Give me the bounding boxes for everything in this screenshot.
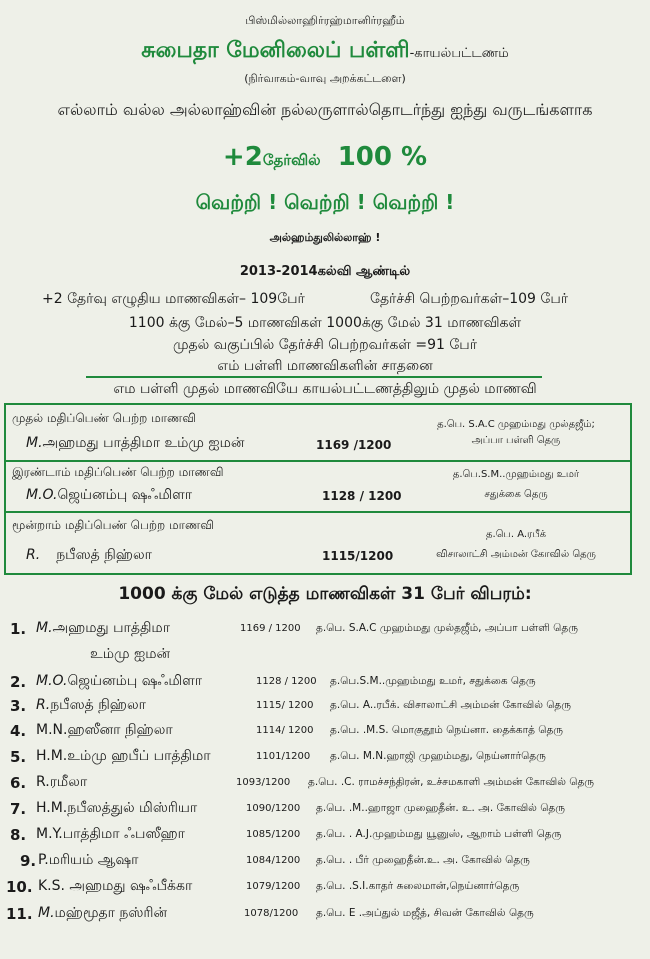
item-parent: த.பெ. .M..ஹாஜா முஹைதீன். உ. அ. கோவில் தெரு bbox=[316, 802, 565, 814]
topper-address: விசாலாட்சி அம்மன் கோவில் தெரு bbox=[436, 549, 596, 560]
item-name bbox=[36, 673, 202, 691]
list-item bbox=[0, 878, 650, 900]
tagline: எல்லாம் வல்ல அல்லாஹ்வின் நல்லருளால்தொடர்ந்து ஐந்து வருடங்களாக bbox=[57, 100, 593, 119]
list-item bbox=[0, 722, 650, 744]
toppers-divider bbox=[6, 511, 630, 513]
year-label: கல்வி ஆண்டில் bbox=[317, 264, 411, 279]
topper-name bbox=[26, 547, 152, 565]
topper-marks: 1169 /1200 bbox=[316, 438, 392, 452]
item-marks: 1101/1200 bbox=[256, 751, 311, 762]
school-suffix: -காயல்பட்டணம் bbox=[409, 46, 509, 61]
stats-achievement: எம் பள்ளி மாணவிகளின் சாதனை bbox=[217, 358, 433, 374]
topper-parent: த.பெ. S.A.C முஹம்மது முல்தஜீம்; bbox=[437, 419, 595, 430]
school-title bbox=[0, 38, 650, 66]
topper-address: அப்பா பள்ளி தெரு bbox=[471, 435, 561, 446]
school-name: சுபைதா மேனிலைப் பள்ளி bbox=[141, 38, 410, 63]
item-parent: த.பெ. E .அப்துல் மஜீத், சிவன் கோவில் தெரு bbox=[316, 907, 534, 919]
item-name bbox=[36, 620, 170, 638]
item-num: 1. bbox=[10, 620, 27, 638]
topper-name-text: அஹமது பாத்திமா உம்மு ஐமன் bbox=[42, 435, 245, 451]
item-num: 3. bbox=[10, 697, 27, 715]
item-name-text: உம்மு ஹபீப் பாத்திமா bbox=[67, 748, 211, 764]
item-marks: 1090/1200 bbox=[246, 803, 301, 814]
item-initial: P. bbox=[38, 852, 49, 868]
list-item bbox=[0, 673, 650, 695]
item-name-text: ஹஸீனா நிஹ்லா bbox=[67, 722, 173, 738]
topper-name-text: நபீஸத் நிஹ்லா bbox=[56, 547, 152, 563]
stats-written: +2 தேர்வு எழுதிய மாணவிகள்– 109பேர் bbox=[42, 291, 305, 307]
item-initial: M. bbox=[36, 620, 53, 636]
admin-line: (நிர்வாகம்-வாவு அறக்கட்டளை) bbox=[244, 72, 406, 85]
topper-rank-label: இரண்டாம் மதிப்பெண் பெற்ற மாணவி bbox=[12, 465, 224, 479]
item-name-text: மரியம் ஆஷா bbox=[48, 852, 139, 868]
topper-rank-label: மூன்றாம் மதிப்பெண் பெற்ற மாணவி bbox=[12, 518, 214, 532]
stats-passed: தேர்ச்சி பெற்றவர்கள்–109 பேர் bbox=[370, 291, 569, 307]
exam-pct: 100 % bbox=[337, 142, 428, 172]
item-num: 10. bbox=[6, 878, 33, 896]
item-name bbox=[36, 748, 211, 766]
underline-rule bbox=[86, 376, 542, 378]
item-name bbox=[36, 722, 173, 740]
stats-above: 1100 க்கு மேல்–5 மாணவிகள் 1000க்கு மேல் 31 மாணவிகள் bbox=[128, 315, 522, 331]
item-marks: 1084/1200 bbox=[246, 855, 301, 866]
item-name bbox=[38, 878, 192, 896]
item-name-text: ஜெய்னம்பு ஷஃமிளா bbox=[67, 673, 203, 689]
item-num: 8. bbox=[10, 826, 27, 844]
item-name-text: நபீஸத் நிஹ்லா bbox=[50, 697, 146, 713]
item-initial: R. bbox=[36, 774, 50, 790]
item-parent: த.பெ. .M.S. மொகுதூம் நெய்னா. தைக்காத் தெரு bbox=[330, 724, 564, 736]
item-name-text: மஹ்மூதா நஸ்ரின் bbox=[54, 905, 168, 921]
item-marks: 1128 / 1200 bbox=[256, 676, 317, 687]
list-item bbox=[0, 620, 650, 642]
topper-rank-label: முதல் மதிப்பெண் பெற்ற மாணவி bbox=[12, 411, 196, 425]
topper-marks: 1115/1200 bbox=[322, 549, 394, 563]
toppers-box bbox=[4, 403, 632, 575]
year-line bbox=[0, 260, 650, 280]
item-num: 2. bbox=[10, 673, 27, 691]
item-marks: 1085/1200 bbox=[246, 829, 301, 840]
list-item bbox=[0, 852, 650, 874]
item-parent: த.பெ. .C. ராமச்சந்திரன், உச்சமகாளி அம்மன் கோவில் தெரு bbox=[308, 776, 595, 788]
item-parent: த.பெ.S.M..முஹம்மது உமர், சதுக்கை தெரு bbox=[330, 675, 536, 687]
item-initial: M.N. bbox=[36, 722, 68, 738]
item-num: 7. bbox=[10, 800, 27, 818]
item-name bbox=[36, 774, 87, 792]
exam-result-line bbox=[0, 142, 650, 172]
item-num: 4. bbox=[10, 722, 27, 740]
list-item bbox=[0, 826, 650, 848]
item-name bbox=[38, 852, 138, 870]
item-name bbox=[36, 800, 197, 818]
item-num: 6. bbox=[10, 774, 27, 792]
exam-prefix: +2 bbox=[222, 142, 263, 172]
item-parent: த.பெ. . A.J.முஹம்மது யூனுஸ், ஆறாம் பள்ளி தெரு bbox=[316, 828, 562, 840]
item-parent: த.பெ. M.N.ஹாஜி முஹம்மது, நெய்னார்தெரு bbox=[330, 750, 546, 762]
item-marks: 1079/1200 bbox=[246, 881, 301, 892]
topper-initial: R. bbox=[26, 547, 41, 563]
item-initial: K.S. bbox=[38, 878, 65, 894]
item-num: 9. bbox=[20, 852, 37, 870]
item-num: 5. bbox=[10, 748, 27, 766]
topper-address: சதுக்கை தெரு bbox=[484, 489, 548, 500]
toppers-divider bbox=[6, 460, 630, 462]
topper-name-text: ஜெய்னம்பு ஷஃமிளா bbox=[57, 487, 193, 503]
item-marks: 1115/ 1200 bbox=[256, 700, 314, 711]
topper-parent: த.பெ. A.ரபீக் bbox=[485, 529, 547, 540]
item-marks: 1114/ 1200 bbox=[256, 725, 314, 736]
exam-mid: தேர்வில் bbox=[262, 151, 321, 169]
victory-line: வெற்றி ! வெற்றி ! வெற்றி ! bbox=[195, 190, 455, 214]
item-name-text: நபீஸத்துல் மிஸ்ரியா bbox=[67, 800, 198, 816]
item-marks: 1078/1200 bbox=[244, 908, 299, 919]
item-name bbox=[38, 905, 167, 923]
item-name-text: பாத்திமா ஃபஸீஹா bbox=[62, 826, 185, 842]
item-parent: த.பெ. .S.I.காதர் சுலைமான்,நெய்னார்தெரு bbox=[316, 880, 520, 892]
stats-top-student: எம பள்ளி முதல் மாணவியே காயல்பட்டணத்திலும் முதல் மாணவி bbox=[113, 381, 537, 397]
stats-first-class: முதல் வகுப்பில் தேர்ச்சி பெற்றவர்கள் =91 பேர் bbox=[172, 337, 478, 353]
item-initial: H.M. bbox=[36, 748, 68, 764]
item-parent: த.பெ. . பீர் முஹைதீன்.உ. அ. கோவில் தெரு bbox=[316, 854, 530, 866]
list-item bbox=[0, 697, 650, 719]
item-marks: 1169 / 1200 bbox=[240, 623, 301, 634]
topper-name bbox=[26, 435, 245, 453]
list-item bbox=[0, 748, 650, 770]
item-initial: M.O. bbox=[36, 673, 68, 689]
item-parent: த.பெ. S.A.C முஹம்மது முல்தஜீம், அப்பா பள்ளி தெரு bbox=[316, 622, 578, 634]
item-name-text: ரமீலா bbox=[49, 774, 88, 790]
list-item bbox=[0, 800, 650, 822]
topper-initial: M. bbox=[26, 435, 43, 451]
list-title: 1000 க்கு மேல் எடுத்த மாணவிகள் 31 பேர் விபரம்: bbox=[118, 584, 532, 604]
topper-marks: 1128 / 1200 bbox=[322, 489, 402, 503]
item-initial: R. bbox=[36, 697, 51, 713]
praise-line: அல்ஹம்துலில்லாஹ் ! bbox=[269, 231, 381, 244]
item-initial: M. bbox=[38, 905, 55, 921]
bismillah: பிஸ்மில்லாஹிர்ரஹ்மானிர்ரஹீம் bbox=[245, 14, 405, 27]
item-initial: H.M. bbox=[36, 800, 68, 816]
item-name-text: அஹமது ஷஃபீக்கா bbox=[69, 878, 193, 894]
item-name bbox=[36, 697, 146, 715]
topper-name bbox=[26, 487, 192, 505]
item-initial: M.Y. bbox=[36, 826, 63, 842]
item-name-continued: உம்மு ஐமன் bbox=[90, 646, 171, 662]
item-name bbox=[36, 826, 185, 844]
item-name-text: அஹமது பாத்திமா bbox=[52, 620, 171, 636]
topper-parent: த.பெ.S.M..முஹம்மது உமர் bbox=[452, 469, 580, 480]
item-num: 11. bbox=[6, 905, 33, 923]
item-marks: 1093/1200 bbox=[236, 777, 291, 788]
item-parent: த.பெ. A..ரபீக். விசாலாட்சி அம்மன் கோவில் தெரு bbox=[330, 699, 571, 711]
list-item bbox=[0, 774, 650, 796]
year-num: 2013-2014 bbox=[239, 264, 318, 279]
list-item bbox=[0, 905, 650, 927]
topper-initial: M.O. bbox=[26, 487, 58, 503]
